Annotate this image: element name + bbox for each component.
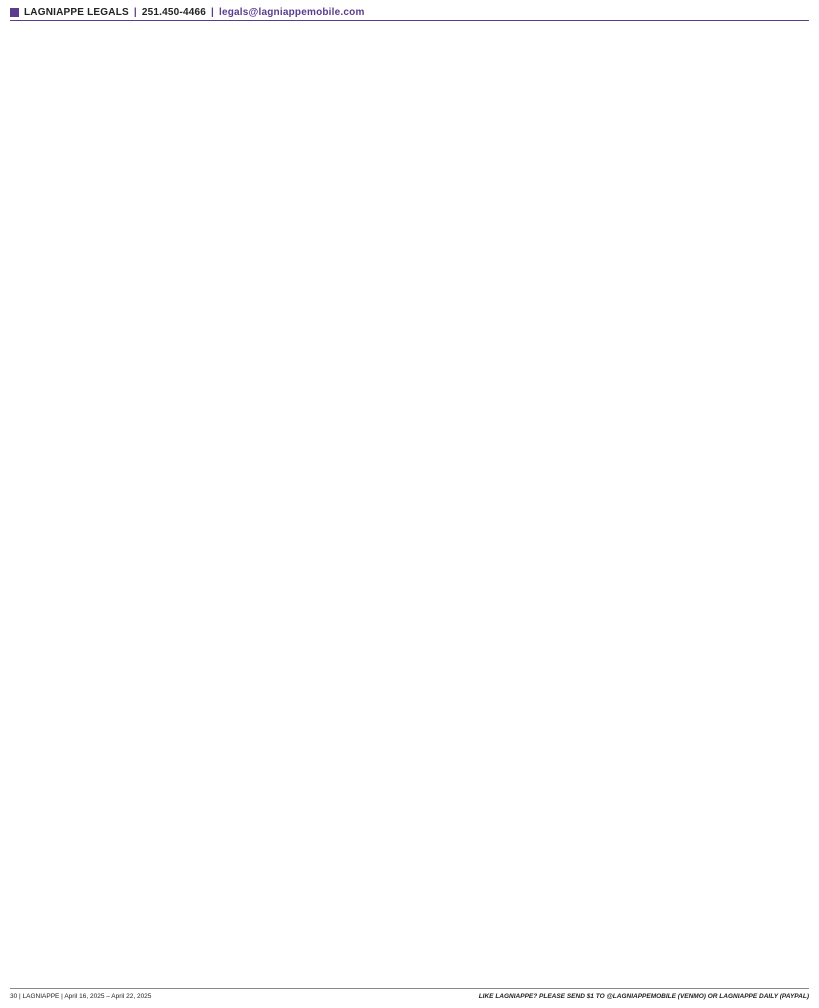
page-footer (10, 988, 809, 1003)
page-header (10, 4, 809, 21)
footer-page-line: 30 | LAGNIAPPE | April 16, 2025 – April 22, 2025 (10, 992, 152, 1000)
header-email: legals@lagniappemobile.com (219, 6, 365, 18)
header-phone: 251.450-4466 (141, 6, 206, 18)
header-separator: | (133, 6, 137, 18)
header-separator: | (211, 6, 214, 18)
section-marker-icon (10, 8, 19, 17)
footer-appeal: LIKE LAGNIAPPE? PLEASE SEND $1 TO @LAGNIAPPEMOBILE (VENMO) OR LAGNIAPPE DAILY (PAYPAL) (478, 992, 809, 1000)
section-title: LAGNIAPPE LEGALS (24, 6, 129, 18)
